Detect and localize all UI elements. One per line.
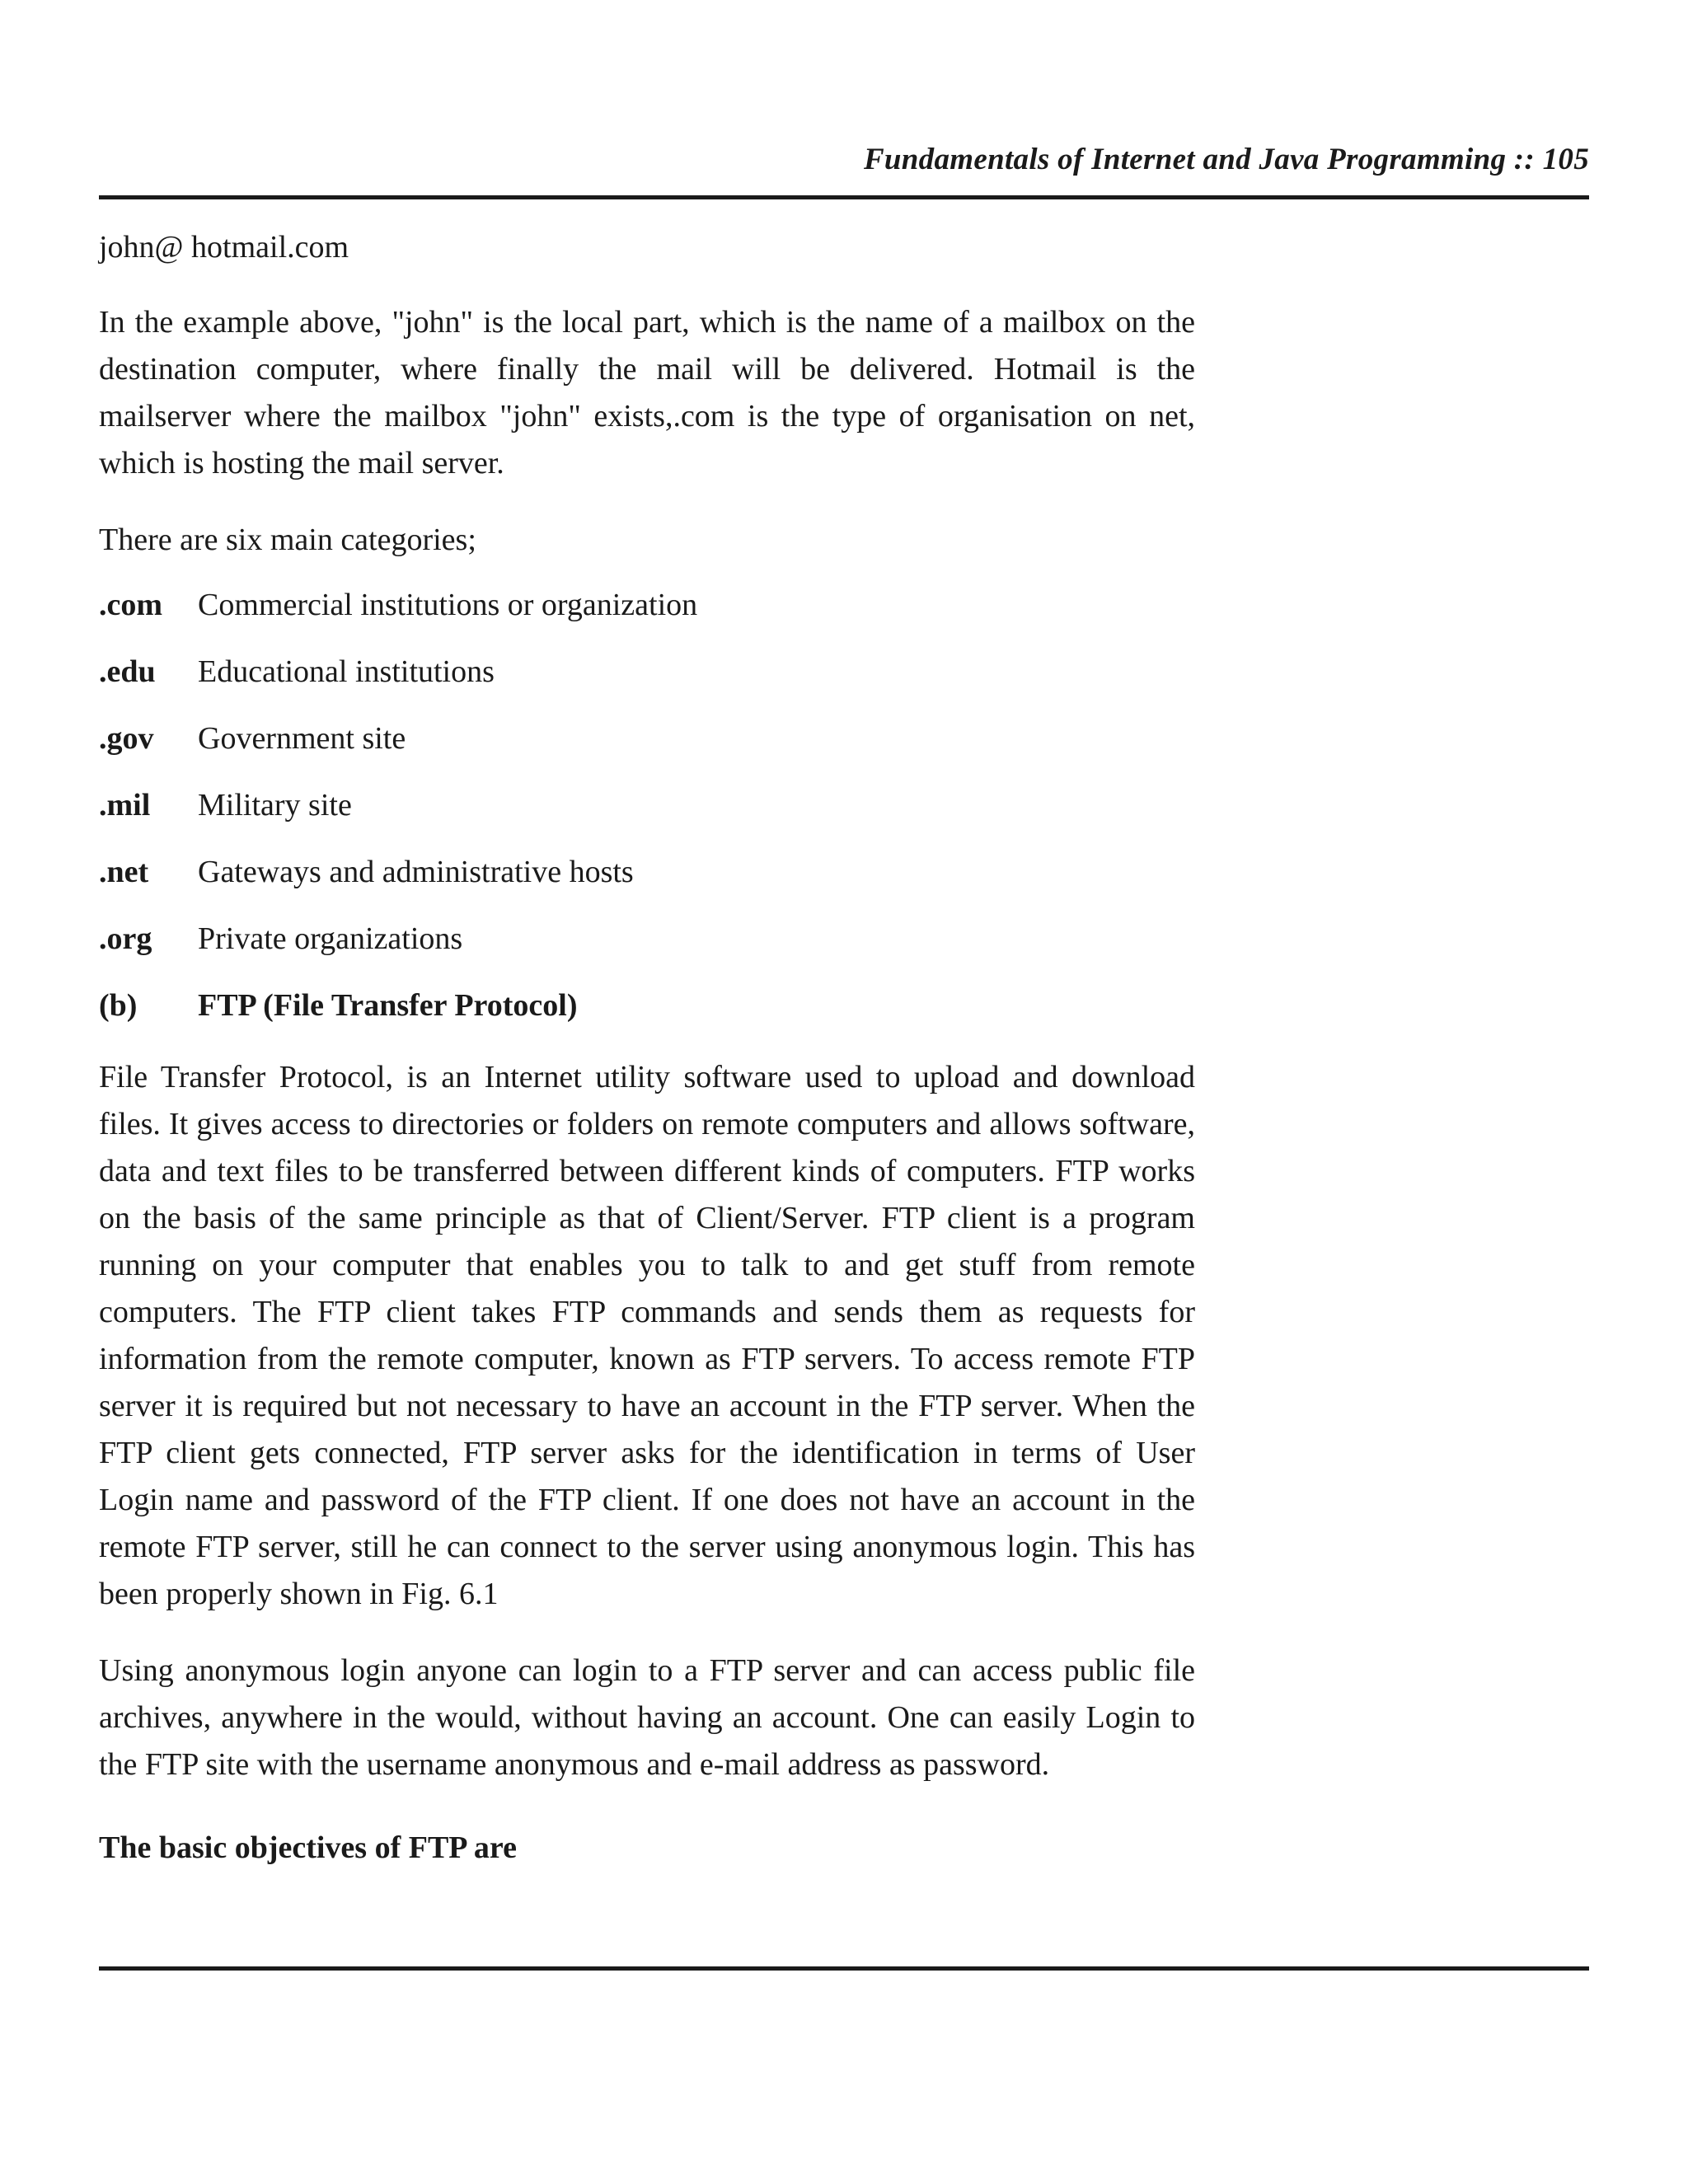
subheading-ftp-objectives: The basic objectives of FTP are: [99, 1830, 517, 1865]
category-item: [99, 782, 1195, 829]
category-item: [99, 916, 1195, 963]
paragraph-anonymous-login: Using anonymous login anyone can login to a FTP server and can access public file archives, anywhere in the would, without having an account. One can easily Login to the FTP site with the username anonymous and e-mail address as password.: [99, 1653, 1195, 1782]
section-title: FTP (File Transfer Protocol): [198, 988, 578, 1023]
category-description: Educational institutions: [198, 654, 495, 689]
categories-intro: There are six main categories;: [99, 523, 476, 557]
header-rule: [99, 195, 1589, 199]
category-description: Private organizations: [198, 921, 463, 956]
email-example: john@ hotmail.com: [99, 230, 349, 265]
running-header: Fundamentals of Internet and Java Programming :: 105: [863, 143, 1589, 176]
category-code: .gov: [99, 721, 154, 756]
category-item: [99, 849, 1195, 896]
paragraph-email-explanation: In the example above, "john" is the local part, which is the name of a mailbox on the destination computer, where finally the mail will be delivered. Hotmail is the mailserver where the mailbox "john" exists,.com is the type of organisation on net, which is hosting the mail server.: [99, 305, 1195, 480]
category-item: [99, 715, 1195, 762]
category-code: .mil: [99, 788, 151, 823]
paragraph-ftp-description: File Transfer Protocol, is an Internet utility software used to upload and download files. It gives access to directories or folders on remote computers and allows software, data and text files to be transferred between different kinds of computers. FTP works on the basis of the same principle as that of Client/Server. FTP client is a program running on your computer that enables you to talk to and get stuff from remote computers. The FTP client takes FTP commands and sends them as requests for information from the remote computer, known as FTP servers. To access remote FTP server it is required but not necessary to have an account in the FTP server. When the FTP client gets connected, FTP server asks for the identification in terms of User Login name and password of the FTP client. If one does not have an account in the remote FTP server, still he can connect to the server using anonymous login. This has been properly shown in Fig. 6.1: [99, 1060, 1195, 1611]
category-description: Gateways and administrative hosts: [198, 855, 634, 889]
category-code: .com: [99, 588, 163, 622]
domain-category-list: [99, 582, 1195, 963]
category-code: .org: [99, 921, 152, 956]
category-code: .net: [99, 855, 149, 889]
footer-rule: [99, 1966, 1589, 1971]
category-description: Military site: [198, 788, 352, 823]
section-label: (b): [99, 988, 138, 1023]
category-code: .edu: [99, 654, 156, 689]
category-description: Government site: [198, 721, 406, 756]
page-content: [99, 224, 1195, 1872]
category-item: [99, 582, 1195, 629]
category-description: Commercial institutions or organization: [198, 588, 698, 622]
category-item: [99, 649, 1195, 696]
section-heading: [99, 982, 1195, 1029]
